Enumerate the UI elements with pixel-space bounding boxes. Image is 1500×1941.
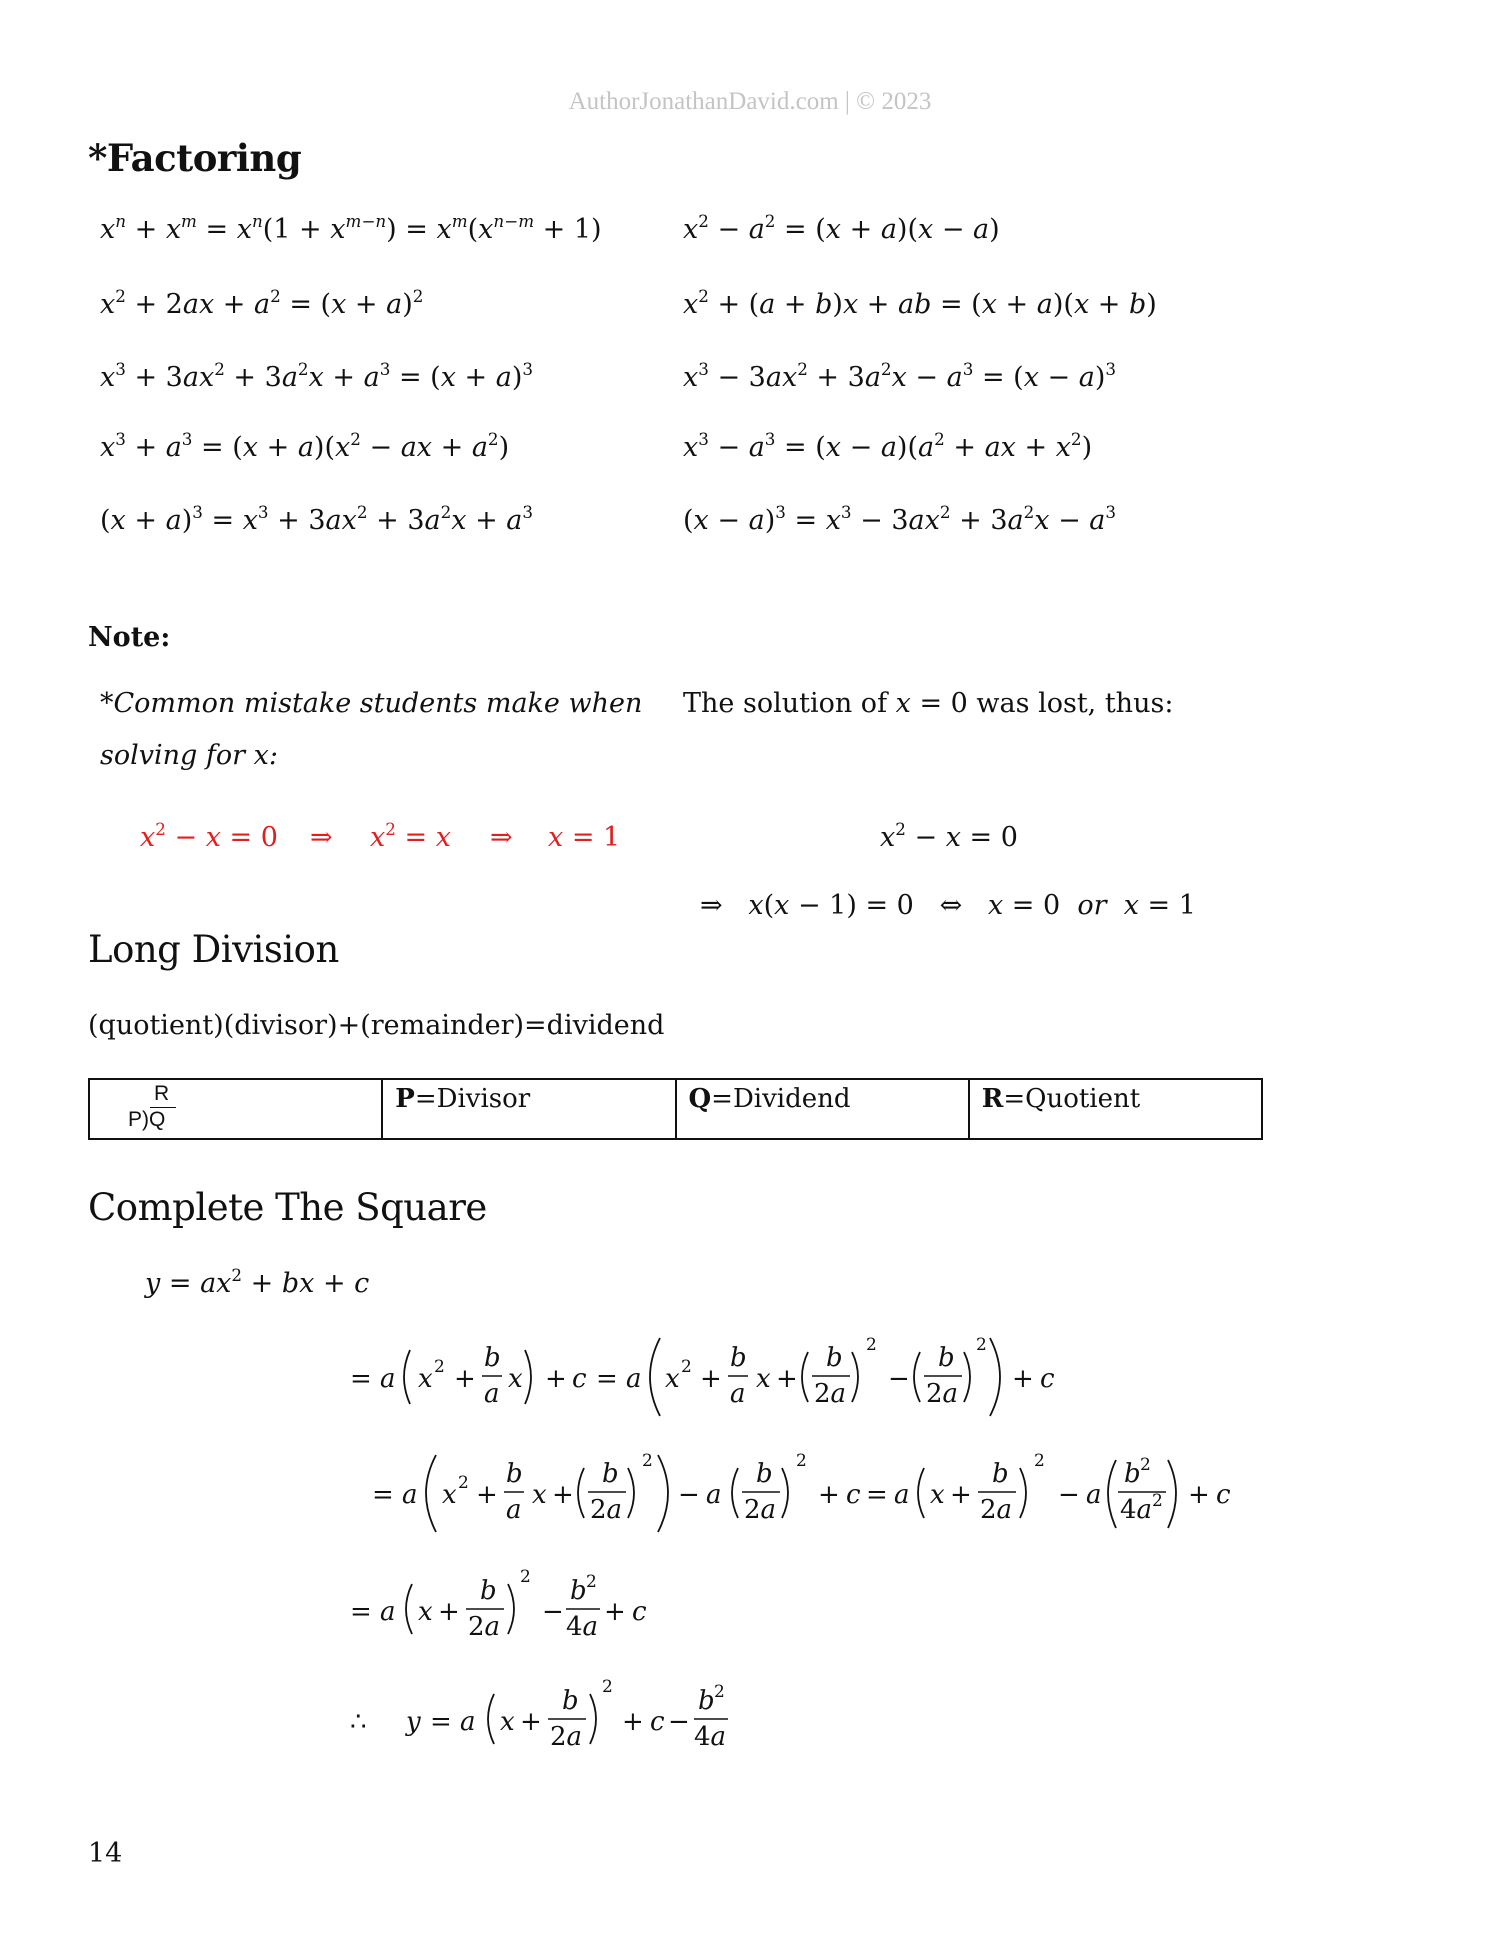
cts-line-1: [350, 1335, 1055, 1416]
ld-symbol-bottom: P)Q: [128, 1108, 166, 1131]
svg-text:a: a: [626, 1364, 642, 1394]
section-title-factoring: *Factoring: [88, 136, 302, 180]
svg-text:+: +: [454, 1364, 476, 1394]
page-number: 14: [88, 1838, 123, 1869]
formula-left-3: $x^3 + 3ax^2 + 3a^2x + a^3 = (x + a)^3$: [100, 359, 534, 393]
wrong-step-1: $x^2 - x = 0$: [140, 819, 278, 853]
cts-line-4: [350, 1677, 728, 1752]
svg-text:4a: 4a: [1120, 1495, 1153, 1525]
svg-text:2: 2: [434, 1357, 445, 1377]
svg-text:=: =: [372, 1480, 394, 1510]
svg-text:b: b: [730, 1343, 747, 1373]
svg-text:b: b: [1124, 1459, 1141, 1489]
svg-text:a: a: [460, 1707, 476, 1737]
wrong-step-3: x = 1: [548, 822, 621, 853]
cts-line-3: [350, 1567, 647, 1642]
svg-text:+: +: [438, 1597, 460, 1627]
section-title-complete-square: Complete The Square: [88, 1186, 487, 1229]
formula-left-4: $x^3 + a^3 = (x + a)(x^2$ − ax + $a^2$): [100, 429, 510, 463]
svg-text:+: +: [604, 1597, 626, 1627]
svg-text:2a: 2a: [926, 1379, 959, 1409]
svg-text:+: +: [545, 1364, 567, 1394]
note-label: Note:: [88, 622, 171, 653]
svg-text:b: b: [992, 1459, 1009, 1489]
svg-text:2: 2: [1140, 1455, 1151, 1475]
formula-left-2: $x^2 + 2ax + a^2 = (x + a)^2$: [100, 286, 424, 320]
wrong-arrow-2: ⇒: [490, 822, 513, 853]
svg-text:2a: 2a: [814, 1379, 847, 1409]
ld-cell-divisor: P=Divisor: [382, 1079, 675, 1139]
svg-text:b: b: [826, 1343, 843, 1373]
svg-text:+: +: [1188, 1480, 1210, 1510]
svg-text:b: b: [506, 1459, 523, 1489]
svg-text:c: c: [1216, 1480, 1231, 1510]
svg-text:+: +: [476, 1480, 498, 1510]
svg-text:+: +: [700, 1364, 722, 1394]
svg-text:a: a: [402, 1480, 418, 1510]
svg-text:a: a: [1086, 1480, 1102, 1510]
complete-square-derivation: [0, 1300, 1500, 1800]
svg-text:c: c: [1040, 1364, 1055, 1394]
svg-text:2: 2: [642, 1451, 653, 1471]
svg-text:x: x: [665, 1364, 680, 1394]
svg-text:2a: 2a: [744, 1495, 777, 1525]
svg-text:+: +: [1012, 1364, 1034, 1394]
svg-text:2: 2: [796, 1451, 807, 1471]
svg-text:−: −: [678, 1480, 700, 1510]
svg-text:2: 2: [1034, 1451, 1045, 1471]
formula-left-5: $(x + a)^3 = x^3 + 3ax^2 + 3a^2x + a^3$: [100, 502, 534, 536]
svg-text:=: =: [430, 1707, 452, 1737]
svg-text:4a: 4a: [694, 1722, 727, 1752]
wrong-arrow-1: ⇒: [310, 822, 333, 853]
svg-text:a: a: [506, 1495, 522, 1525]
svg-text:=: =: [866, 1480, 888, 1510]
formula-right-3: $x^3 - 3ax^2 + 3a^2x - a^3 = (x - a)^3$: [683, 359, 1117, 393]
svg-text:y: y: [406, 1707, 421, 1737]
svg-text:b: b: [938, 1343, 955, 1373]
svg-text:−: −: [542, 1597, 564, 1627]
svg-text:b: b: [570, 1576, 587, 1606]
svg-text:x: x: [930, 1480, 945, 1510]
svg-text:2: 2: [714, 1682, 725, 1702]
svg-text:b: b: [698, 1686, 715, 1716]
svg-text:4a: 4a: [566, 1612, 599, 1642]
svg-text:+: +: [622, 1707, 644, 1737]
long-division-formula: (quotient)(divisor)+(remainder)=dividend: [88, 1010, 665, 1041]
long-division-table: [88, 1078, 1263, 1140]
svg-text:c: c: [846, 1480, 861, 1510]
section-title-long-division: Long Division: [88, 928, 339, 971]
svg-text:+: +: [552, 1480, 574, 1510]
svg-text:∴: ∴: [350, 1707, 367, 1737]
svg-text:x: x: [756, 1364, 771, 1394]
svg-text:2a: 2a: [550, 1722, 583, 1752]
formula-left-1: $x^n + x^m = x^n(1 + x^{m-n}) = x^m(x^{n-m} + 1)$: [100, 211, 602, 245]
svg-text:b: b: [756, 1459, 773, 1489]
cts-line-0: $y = ax^2$ + bx + c: [145, 1265, 370, 1299]
svg-text:2a: 2a: [590, 1495, 623, 1525]
solution-intro: The solution of x = 0 was lost, thus:: [683, 688, 1174, 719]
svg-text:=: =: [350, 1597, 372, 1627]
svg-text:−: −: [668, 1707, 690, 1737]
svg-text:−: −: [888, 1364, 910, 1394]
svg-text:+: +: [520, 1707, 542, 1737]
cts-line-2: [372, 1451, 1231, 1532]
svg-text:a: a: [484, 1379, 500, 1409]
svg-text:=: =: [596, 1364, 618, 1394]
svg-text:b: b: [602, 1459, 619, 1489]
svg-text:x: x: [418, 1597, 433, 1627]
note-mistake-line2: solving for x:: [100, 740, 278, 771]
formula-right-2: $x^2 + (a + b)x$ + ab = (x + a)(x + b): [683, 286, 1157, 320]
svg-text:x: x: [418, 1364, 433, 1394]
svg-text:2: 2: [866, 1335, 877, 1355]
svg-text:c: c: [650, 1707, 665, 1737]
ld-cell-quotient: R=Quotient: [969, 1079, 1262, 1139]
solution-line-1: $x^2 - x = 0$: [880, 819, 1018, 853]
formula-right-1: $x^2 - a^2 = (x + a)(x - a)$: [683, 211, 1000, 245]
svg-text:2: 2: [586, 1572, 597, 1592]
ld-cell-dividend: Q=Dividend: [676, 1079, 969, 1139]
svg-text:a: a: [380, 1597, 396, 1627]
svg-text:2: 2: [1152, 1491, 1163, 1511]
svg-text:+: +: [818, 1480, 840, 1510]
svg-text:+: +: [776, 1364, 798, 1394]
svg-text:2: 2: [976, 1335, 987, 1355]
svg-text:2: 2: [681, 1357, 692, 1377]
ld-symbol-cell: [89, 1079, 382, 1139]
svg-text:2: 2: [602, 1677, 613, 1697]
svg-text:a: a: [380, 1364, 396, 1394]
svg-text:2: 2: [458, 1473, 469, 1493]
solution-line-2: ⇒ x(x − 1) = 0 ⇔ x = 0 or x = 1: [700, 890, 1196, 921]
svg-text:a: a: [706, 1480, 722, 1510]
svg-text:x: x: [508, 1364, 523, 1394]
svg-text:2: 2: [520, 1567, 531, 1587]
svg-text:c: c: [632, 1597, 647, 1627]
svg-text:b: b: [562, 1686, 579, 1716]
svg-text:b: b: [480, 1576, 497, 1606]
svg-text:−: −: [1058, 1480, 1080, 1510]
svg-text:a: a: [730, 1379, 746, 1409]
svg-text:c: c: [572, 1364, 587, 1394]
formula-right-5: $(x - a)^3 = x^3 - 3ax^2 + 3a^2x - a^3$: [683, 502, 1117, 536]
svg-text:x: x: [532, 1480, 547, 1510]
formula-right-4: $x^3 - a^3 = (x - a)(a^2$ + ax + $x^2$): [683, 429, 1093, 463]
ld-symbol-top: R: [154, 1082, 170, 1105]
page-header: AuthorJonathanDavid.com | © 2023: [568, 88, 932, 115]
svg-text:x: x: [442, 1480, 457, 1510]
note-mistake-line1: *Common mistake students make when: [100, 688, 643, 719]
svg-text:a: a: [894, 1480, 910, 1510]
wrong-step-2: $x^2 = x$: [370, 819, 451, 853]
svg-text:b: b: [484, 1343, 501, 1373]
svg-text:2a: 2a: [980, 1495, 1013, 1525]
svg-text:2a: 2a: [468, 1612, 501, 1642]
svg-text:x: x: [500, 1707, 515, 1737]
svg-text:=: =: [350, 1364, 372, 1394]
svg-text:+: +: [950, 1480, 972, 1510]
